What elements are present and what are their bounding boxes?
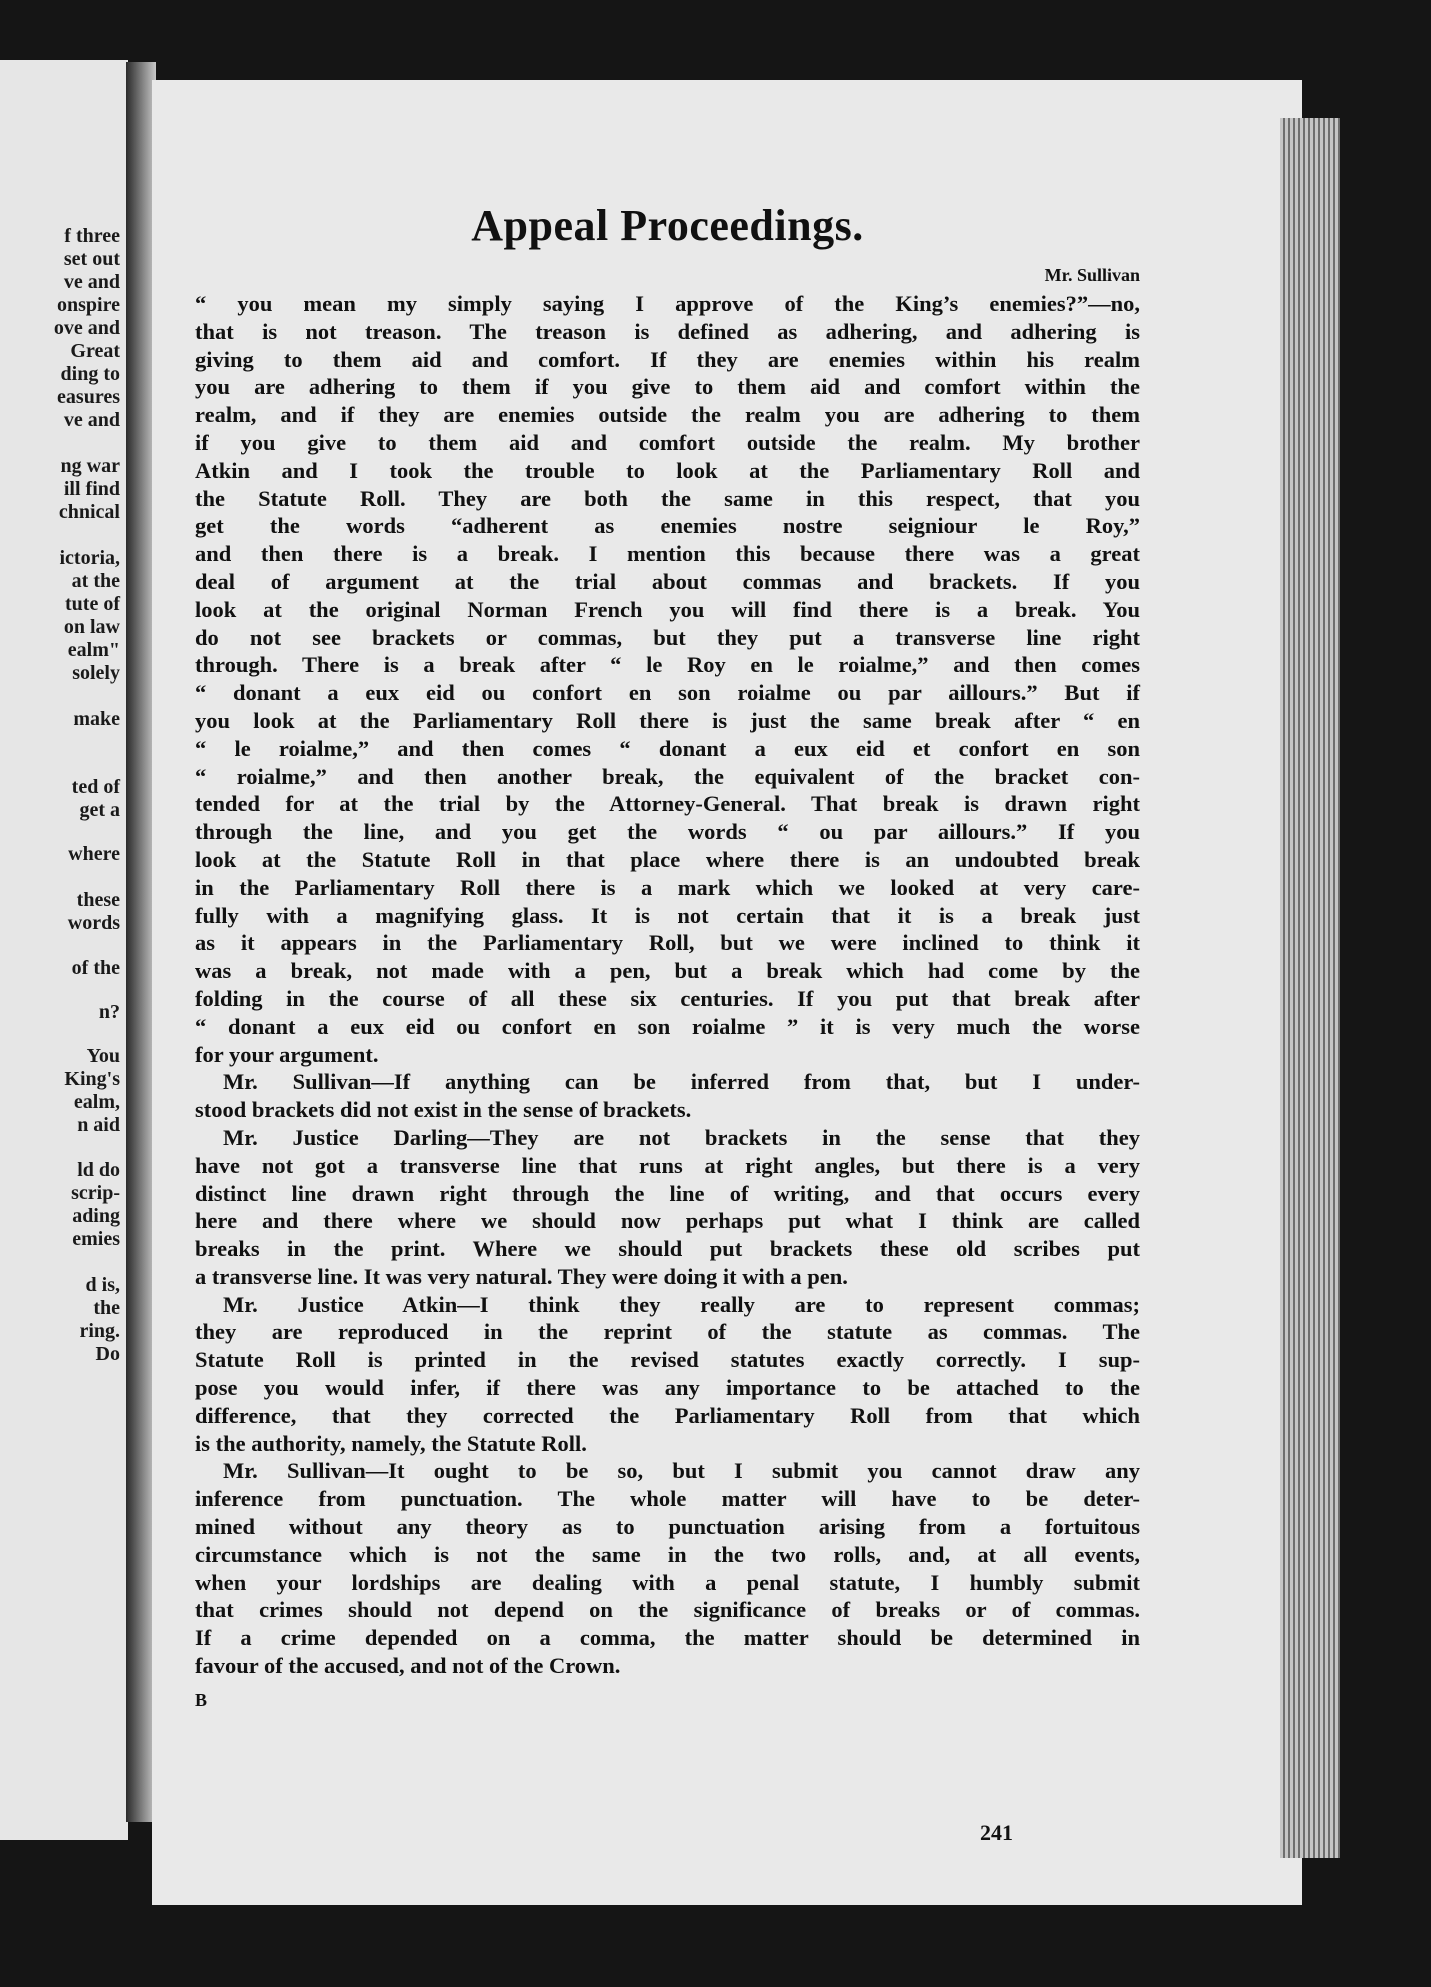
left-facing-page (0, 60, 128, 1840)
left-page-text-fragment: ring. (79, 1320, 120, 1342)
text-line: have not got a transverse line that runs at right angles, but there is a very (195, 1152, 1140, 1178)
left-page-text-fragment: ve and (63, 409, 120, 431)
left-page-text-fragment: ictoria, (59, 547, 120, 569)
text-line: do not see brackets or commas, but they put a transverse line right (195, 624, 1140, 650)
left-page-text-fragment: King's (64, 1068, 120, 1090)
text-line: in the Parliamentary Roll there is a mark which we looked at very care- (195, 874, 1140, 900)
text-line: and then there is a break. I mention this because there was a great (195, 541, 1140, 567)
text-line: difference, that they corrected the Parliamentary Roll from that which (195, 1402, 1140, 1428)
text-line: favour of the accused, and not of the Crown. (195, 1653, 621, 1679)
signature-mark: B (195, 1689, 208, 1710)
text-line: mined without any theory as to punctuation arising from a fortuitous (195, 1514, 1140, 1540)
left-page-text-fragment: d is, (85, 1274, 120, 1296)
speaker-tag: Mr. Sullivan (1044, 265, 1140, 285)
text-line: for your argument. (195, 1041, 379, 1067)
left-page-text-fragment: make (73, 708, 120, 730)
text-line: “ you mean my simply saying I approve of the King’s enemies?”—no, (195, 291, 1140, 316)
text-line: inference from punctuation. The whole matter will have to be deter- (195, 1486, 1140, 1512)
text-line: pose you would infer, if there was any importance to be attached to the (195, 1375, 1140, 1401)
text-line: look at the Statute Roll in that place where there is an undoubted break (195, 846, 1140, 872)
text-line: “ donant a eux eid ou confort en son roialme ” it is very much the worse (195, 1013, 1140, 1039)
text-line: tended for at the trial by the Attorney-General. That break is drawn right (195, 791, 1140, 817)
text-line: that crimes should not depend on the significance of breaks or of commas. (195, 1597, 1140, 1623)
text-line: Mr. Sullivan—If anything can be inferred from that, but I under- (223, 1069, 1140, 1095)
left-page-text-fragment: ealm" (67, 639, 120, 661)
text-line: fully with a magnifying glass. It is not certain that it is a break just (195, 902, 1140, 928)
body-text (195, 290, 1140, 1680)
left-page-text-fragment: where (68, 843, 120, 865)
page-edges (1280, 118, 1340, 1858)
text-line: through the line, and you get the words “ ou par aillours.” If you (195, 819, 1140, 845)
text-line: that is not treason. The treason is defined as adhering, and adhering is (195, 318, 1140, 344)
text-line: realm, and if they are enemies outside the realm you are adhering to them (195, 402, 1140, 428)
left-page-text-fragment: get a (79, 799, 120, 821)
left-page-text-fragment: scrip- (71, 1182, 120, 1204)
text-line: Statute Roll is printed in the revised statutes exactly correctly. I sup- (195, 1347, 1140, 1373)
text-line: breaks in the print. Where we should put brackets these old scribes put (195, 1236, 1140, 1262)
text-line: “ le roialme,” and then comes “ donant a eux eid et confort en son (195, 735, 1140, 761)
left-page-text-fragment: easures (57, 386, 120, 408)
text-line: Mr. Justice Darling—They are not brackets in the sense that they (223, 1124, 1140, 1150)
page-content (195, 200, 1140, 1711)
text-line: a transverse line. It was very natural. They were doing it with a pen. (195, 1263, 848, 1289)
left-page-text-fragment: emies (72, 1228, 120, 1250)
text-line: Mr. Sullivan—It ought to be so, but I submit you cannot draw any (223, 1458, 1140, 1484)
left-page-text-fragment: ading (72, 1205, 120, 1227)
text-line: “ roialme,” and then another break, the equivalent of the bracket con- (195, 763, 1140, 789)
text-line: Mr. Justice Atkin—I think they really are to represent commas; (223, 1291, 1140, 1317)
left-page-text-fragment: onspire (57, 294, 120, 316)
left-page-text-fragment: of the (71, 957, 120, 979)
text-line: giving to them aid and comfort. If they are enemies within his realm (195, 346, 1140, 372)
running-head: Appeal Proceedings. (471, 201, 864, 250)
left-page-text-fragment: ding to (60, 363, 120, 385)
left-page-text-fragment: n? (98, 1001, 120, 1023)
left-page-text-fragment: Great (70, 340, 120, 362)
left-page-text-fragment: on law (63, 616, 120, 638)
text-line: here and there where we should now perhaps put what I think are called (195, 1208, 1140, 1234)
left-page-text-fragment: ill find (63, 478, 120, 500)
text-line: they are reproduced in the reprint of the statute as commas. The (195, 1319, 1140, 1345)
text-line: as it appears in the Parliamentary Roll, but we were inclined to think it (195, 930, 1140, 956)
text-line: “ donant a eux eid ou confort en son roialme ou par aillours.” But if (195, 680, 1140, 706)
left-page-text-fragment: the (93, 1297, 120, 1319)
left-page-text-fragment: ld do (77, 1159, 120, 1181)
text-line: Atkin and I took the trouble to look at the Parliamentary Roll and (195, 457, 1140, 483)
left-page-text-fragment: ove and (53, 317, 120, 339)
left-page-text-fragment: f three (64, 225, 120, 247)
left-page-text-fragment: chnical (58, 501, 120, 523)
page-number: 241 (980, 1820, 1013, 1845)
text-line: is the authority, namely, the Statute Roll. (195, 1430, 587, 1456)
left-page-text-fragment: ve and (63, 271, 120, 293)
text-line: stood brackets did not exist in the sense of brackets. (195, 1097, 692, 1123)
left-page-text-fragment: Do (95, 1343, 120, 1365)
left-page-text-fragment: ng war (60, 455, 120, 477)
left-page-text-fragment: n aid (77, 1114, 120, 1136)
left-page-text-fragment: ted of (71, 776, 120, 798)
text-line: was a break, not made with a pen, but a break which had come by the (195, 958, 1140, 984)
left-page-text-fragment: tute of (65, 593, 120, 615)
left-page-text-fragment: at the (71, 570, 120, 592)
text-line: when your lordships are dealing with a penal statute, I humbly submit (195, 1569, 1140, 1595)
text-line: folding in the course of all these six centuries. If you put that break after (195, 985, 1140, 1011)
text-line: if you give to them aid and comfort outside the realm. My brother (195, 429, 1140, 455)
text-line: you look at the Parliamentary Roll there is just the same break after “ en (195, 707, 1140, 733)
text-line: you are adhering to them if you give to them aid and comfort within the (195, 374, 1140, 400)
left-page-text-fragment: solely (72, 662, 120, 684)
text-line: distinct line drawn right through the line of writing, and that occurs every (195, 1180, 1140, 1206)
text-line: If a crime depended on a comma, the matter should be determined in (195, 1625, 1140, 1651)
text-line: look at the original Norman French you will find there is a break. You (195, 596, 1140, 622)
text-line: get the words “adherent as enemies nostre seigniour le Roy,” (195, 513, 1140, 539)
text-line: through. There is a break after “ le Roy en le roialme,” and then comes (195, 652, 1140, 678)
text-line: deal of argument at the trial about commas and brackets. If you (195, 568, 1140, 594)
left-page-text-fragment: You (86, 1045, 120, 1067)
left-page-text-fragment: set out (63, 248, 120, 270)
left-page-text-fragment: ealm, (73, 1091, 120, 1113)
left-page-text-fragment: these (76, 889, 120, 911)
text-line: circumstance which is not the same in the two rolls, and, at all events, (195, 1541, 1140, 1567)
left-page-text-fragment: words (67, 912, 120, 934)
text-line: the Statute Roll. They are both the same in this respect, that you (195, 485, 1140, 511)
